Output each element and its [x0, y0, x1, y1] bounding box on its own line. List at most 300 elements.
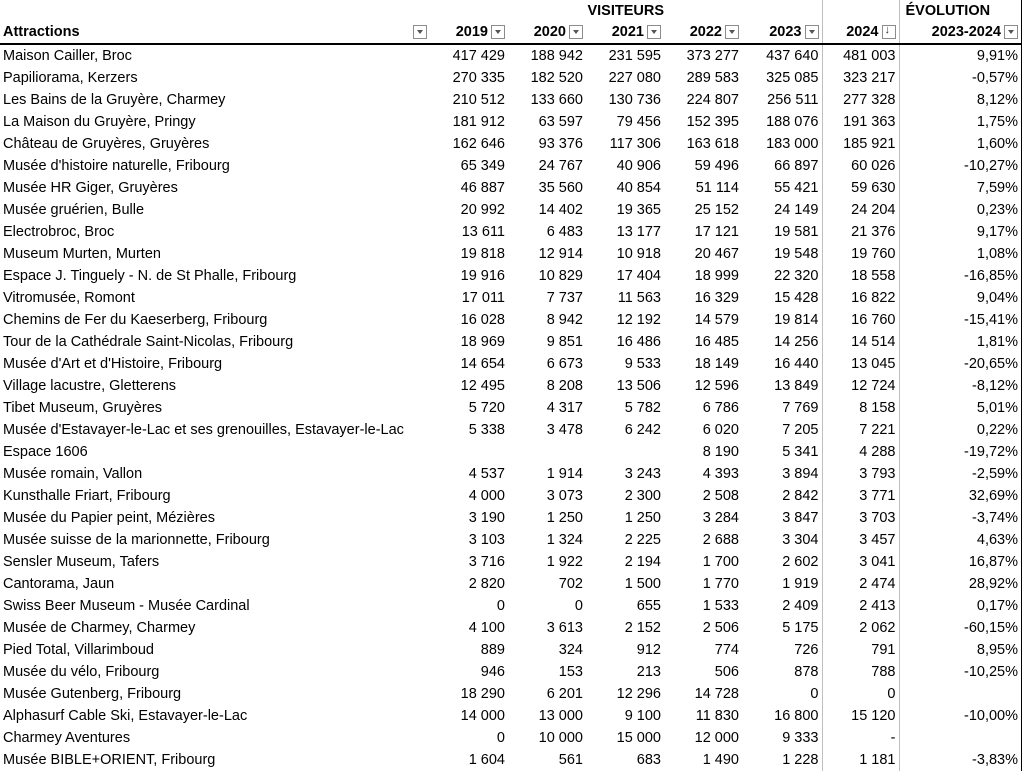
cell-v2023: 19 548	[774, 246, 819, 262]
cell-v2019: 17 011	[461, 290, 505, 306]
cell-attraction: Tour de la Cathédrale Saint-Nicolas, Fribourg	[3, 334, 294, 350]
cell-attraction: Alphasurf Cable Ski, Estavayer-le-Lac	[3, 708, 248, 724]
cell-v2021: 15 000	[616, 730, 661, 746]
cell-v2020: 1 914	[546, 466, 583, 482]
cell-evolution: -0,57%	[899, 67, 1022, 89]
cell-v2023: 9 333	[782, 730, 819, 746]
cell-v2023: 19 814	[774, 312, 819, 328]
cell-evolution: -10,27%	[899, 155, 1022, 177]
cell-v2021: 6 242	[624, 422, 661, 438]
cell-v2024: 191 363	[822, 111, 899, 133]
cell-v2024: 185 921	[822, 133, 899, 155]
cell-v2021: 2 194	[624, 554, 661, 570]
filter-dropdown-icon[interactable]	[491, 25, 505, 39]
cell-v2020: 3 073	[546, 488, 583, 504]
cell-attraction: Kunsthalle Friart, Fribourg	[3, 488, 171, 504]
cell-v2022: 17 121	[694, 224, 739, 240]
col-header-2024	[822, 21, 899, 44]
table-row	[0, 749, 1022, 771]
filter-dropdown-icon[interactable]	[1004, 25, 1018, 39]
cell-v2020: 63 597	[538, 114, 583, 130]
cell-v2019: 14 654	[460, 356, 505, 372]
cell-v2020: 188 942	[530, 48, 583, 64]
cell-v2019: 65 349	[460, 158, 505, 174]
cell-v2022: 16 485	[694, 334, 739, 350]
filter-dropdown-icon[interactable]	[647, 25, 661, 39]
table-row	[0, 353, 1022, 375]
cell-v2020: 13 000	[538, 708, 583, 724]
cell-v2024: 3 041	[822, 551, 899, 573]
cell-attraction: Papiliorama, Kerzers	[3, 70, 138, 86]
col-header-2022	[664, 21, 742, 44]
table-row	[0, 111, 1022, 133]
cell-v2022: 6 786	[702, 400, 739, 416]
cell-evolution: -3,83%	[899, 749, 1022, 771]
cell-v2019: 18 290	[460, 686, 505, 702]
cell-v2024: 18 558	[822, 265, 899, 287]
cell-v2020: 1 922	[546, 554, 583, 570]
cell-v2019: 13 611	[461, 224, 505, 240]
cell-v2019: 14 000	[460, 708, 505, 724]
cell-v2019: 210 512	[452, 92, 505, 108]
sort-descending-icon[interactable]	[882, 25, 896, 39]
table-row	[0, 309, 1022, 331]
table-row	[0, 397, 1022, 419]
cell-v2019: 181 912	[452, 114, 505, 130]
cell-v2024: 481 003	[822, 44, 899, 67]
cell-v2020: 8 942	[546, 312, 583, 328]
cell-v2020: 93 376	[538, 136, 583, 152]
cell-evolution	[899, 727, 1022, 749]
table-row	[0, 375, 1022, 397]
cell-v2021: 12 192	[616, 312, 661, 328]
filter-dropdown-icon[interactable]	[805, 25, 819, 39]
cell-evolution: 1,08%	[899, 243, 1022, 265]
cell-v2023: 66 897	[774, 158, 819, 174]
cell-attraction: Chemins de Fer du Kaeserberg, Fribourg	[3, 312, 268, 328]
cell-attraction: Maison Cailler, Broc	[3, 48, 132, 64]
cell-v2022: 2 688	[702, 532, 739, 548]
cell-evolution: -20,65%	[899, 353, 1022, 375]
cell-v2023: 325 085	[766, 70, 819, 86]
cell-v2023: 14 256	[774, 334, 819, 350]
cell-v2024: 277 328	[822, 89, 899, 111]
cell-v2023: 22 320	[774, 268, 819, 284]
cell-attraction: Musée du Papier peint, Mézières	[3, 510, 215, 526]
cell-evolution: 8,95%	[899, 639, 1022, 661]
cell-attraction: Museum Murten, Murten	[3, 246, 161, 262]
table-row	[0, 551, 1022, 573]
cell-v2024: 13 045	[822, 353, 899, 375]
cell-v2020: 324	[558, 642, 583, 658]
cell-attraction: Musée Gutenberg, Fribourg	[3, 686, 182, 702]
cell-evolution: 0,22%	[899, 419, 1022, 441]
table-row	[0, 133, 1022, 155]
cell-v2022: 3 284	[702, 510, 739, 526]
cell-v2021: 16 486	[616, 334, 661, 350]
cell-attraction: Musée d'Estavayer-le-Lac et ses grenouilles, Estavayer-le-Lac	[3, 422, 404, 438]
table-row	[0, 331, 1022, 353]
cell-v2024: 12 724	[822, 375, 899, 397]
cell-v2021: 9 100	[624, 708, 661, 724]
cell-v2019: 12 495	[460, 378, 505, 394]
cell-v2022: 12 000	[694, 730, 739, 746]
cell-v2022: 20 467	[694, 246, 739, 262]
cell-v2021: 130 736	[608, 92, 661, 108]
cell-attraction: Musée HR Giger, Gruyères	[3, 180, 178, 196]
cell-v2023: 7 205	[782, 422, 819, 438]
table-row	[0, 441, 1022, 463]
table-row	[0, 727, 1022, 749]
cell-v2023: 2 409	[782, 598, 819, 614]
cell-v2020: 3 613	[546, 620, 583, 636]
cell-v2020: 1 250	[546, 510, 583, 526]
cell-v2023: 726	[794, 642, 819, 658]
visiteurs-group-header: VISITEURS	[587, 2, 665, 19]
cell-v2020: 0	[574, 598, 583, 614]
cell-evolution: -16,85%	[899, 265, 1022, 287]
cell-v2021: 13 177	[616, 224, 661, 240]
filter-dropdown-icon[interactable]	[413, 25, 427, 39]
cell-v2019: 1 604	[468, 752, 505, 768]
cell-v2024: -	[822, 727, 899, 749]
table-row	[0, 199, 1022, 221]
cell-attraction: Musée d'Art et d'Histoire, Fribourg	[3, 356, 223, 372]
cell-v2021: 9 533	[624, 356, 661, 372]
cell-evolution: -10,25%	[899, 661, 1022, 683]
cell-attraction: Musée BIBLE+ORIENT, Fribourg	[3, 752, 216, 768]
cell-evolution	[899, 683, 1022, 705]
cell-v2019: 3 716	[468, 554, 505, 570]
cell-v2023: 16 440	[774, 356, 819, 372]
cell-attraction: Musée suisse de la marionnette, Fribourg	[3, 532, 270, 548]
table-row	[0, 507, 1022, 529]
cell-v2022: 1 533	[702, 598, 739, 614]
cell-v2020: 153	[558, 664, 583, 680]
table-row	[0, 177, 1022, 199]
col-header-2020	[508, 21, 586, 44]
col-header-2023	[742, 21, 822, 44]
table-row	[0, 221, 1022, 243]
cell-v2023: 188 076	[766, 114, 819, 130]
cell-v2019: 18 969	[460, 334, 505, 350]
cell-v2023: 3 304	[782, 532, 819, 548]
cell-v2023: 7 769	[782, 400, 819, 416]
cell-v2019: 19 818	[460, 246, 505, 262]
cell-v2021: 12 296	[616, 686, 661, 702]
table-row	[0, 89, 1022, 111]
cell-v2020: 7 737	[546, 290, 583, 306]
cell-v2019: 0	[496, 598, 505, 614]
cell-v2020: 10 000	[538, 730, 583, 746]
table-row	[0, 44, 1022, 67]
cell-v2022: 14 579	[694, 312, 739, 328]
cell-v2019: 3 103	[468, 532, 505, 548]
cell-v2024: 3 793	[822, 463, 899, 485]
cell-v2024: 7 221	[822, 419, 899, 441]
cell-v2020: 182 520	[530, 70, 583, 86]
cell-v2019: 4 100	[468, 620, 505, 636]
cell-v2023: 2 602	[782, 554, 819, 570]
table-row	[0, 287, 1022, 309]
cell-v2022: 16 329	[694, 290, 739, 306]
cell-v2023: 19 581	[774, 224, 819, 240]
cell-v2023: 15 428	[774, 290, 819, 306]
cell-evolution: 9,04%	[899, 287, 1022, 309]
cell-v2022: 18 999	[694, 268, 739, 284]
cell-v2021: 683	[636, 752, 661, 768]
cell-v2021: 3 243	[624, 466, 661, 482]
cell-v2022: 6 020	[702, 422, 739, 438]
cell-v2019: 946	[480, 664, 505, 680]
cell-evolution: -10,00%	[899, 705, 1022, 727]
table-row	[0, 243, 1022, 265]
col-header-evolution	[899, 21, 1022, 44]
cell-v2019: 270 335	[452, 70, 505, 86]
table-row	[0, 155, 1022, 177]
cell-attraction: Cantorama, Jaun	[3, 576, 115, 592]
cell-attraction: Swiss Beer Museum - Musée Cardinal	[3, 598, 250, 614]
table-row	[0, 529, 1022, 551]
cell-v2020: 24 767	[538, 158, 583, 174]
table-row	[0, 67, 1022, 89]
cell-v2021: 213	[636, 664, 661, 680]
cell-v2022: 289 583	[686, 70, 739, 86]
cell-v2023: 5 341	[782, 444, 819, 460]
cell-v2020: 133 660	[530, 92, 583, 108]
cell-v2020: 14 402	[538, 202, 583, 218]
cell-v2019: 5 720	[468, 400, 505, 416]
cell-evolution: -15,41%	[899, 309, 1022, 331]
table-row	[0, 573, 1022, 595]
cell-v2023: 55 421	[774, 180, 819, 196]
cell-v2022: 12 596	[694, 378, 739, 394]
cell-attraction: Charmey Aventures	[3, 730, 131, 746]
col-header-2021	[586, 21, 664, 44]
cell-evolution: 1,81%	[899, 331, 1022, 353]
cell-evolution: 4,63%	[899, 529, 1022, 551]
cell-attraction: Pied Total, Villarimboud	[3, 642, 154, 658]
empty-header-cell	[822, 0, 899, 21]
cell-v2019: 46 887	[460, 180, 505, 196]
cell-v2024: 2 413	[822, 595, 899, 617]
col-header-label: 2020	[533, 24, 566, 40]
cell-v2024: 16 822	[822, 287, 899, 309]
cell-v2024: 3 703	[822, 507, 899, 529]
cell-v2024: 2 062	[822, 617, 899, 639]
cell-evolution: 16,87%	[899, 551, 1022, 573]
cell-v2021: 40 854	[616, 180, 661, 196]
cell-v2021: 17 404	[616, 268, 661, 284]
cell-v2024: 791	[822, 639, 899, 661]
cell-v2022: 506	[714, 664, 739, 680]
cell-v2019: 2 820	[468, 576, 505, 592]
cell-v2019	[430, 441, 508, 463]
cell-v2023: 183 000	[766, 136, 819, 152]
cell-v2021: 231 595	[608, 48, 661, 64]
table-row	[0, 661, 1022, 683]
cell-evolution: -60,15%	[899, 617, 1022, 639]
cell-v2022: 2 506	[702, 620, 739, 636]
cell-attraction: Electrobroc, Broc	[3, 224, 115, 240]
cell-v2021: 11 563	[617, 290, 661, 306]
cell-evolution: -19,72%	[899, 441, 1022, 463]
cell-v2022: 774	[714, 642, 739, 658]
cell-v2019: 889	[480, 642, 505, 658]
cell-v2024: 60 026	[822, 155, 899, 177]
cell-attraction: Musée gruérien, Bulle	[3, 202, 145, 218]
cell-attraction: La Maison du Gruyère, Pringy	[3, 114, 196, 130]
empty-header-cell	[0, 0, 430, 21]
cell-v2019: 5 338	[468, 422, 505, 438]
col-header-attractions	[0, 21, 430, 44]
cell-v2024: 2 474	[822, 573, 899, 595]
cell-v2020: 6 673	[546, 356, 583, 372]
cell-v2022: 11 830	[695, 708, 739, 724]
cell-v2022: 51 114	[695, 180, 739, 196]
cell-v2023: 5 175	[782, 620, 819, 636]
cell-v2019: 162 646	[452, 136, 505, 152]
cell-v2024: 24 204	[822, 199, 899, 221]
cell-v2020: 561	[558, 752, 583, 768]
cell-evolution: -3,74%	[899, 507, 1022, 529]
cell-v2022: 152 395	[686, 114, 739, 130]
group-header-row	[0, 0, 1022, 21]
cell-v2022: 18 149	[694, 356, 739, 372]
cell-v2020: 4 317	[546, 400, 583, 416]
cell-v2024: 4 288	[822, 441, 899, 463]
cell-evolution: 28,92%	[899, 573, 1022, 595]
cell-attraction: Vitromusée, Romont	[3, 290, 135, 306]
cell-v2021: 912	[636, 642, 661, 658]
cell-attraction: Tibet Museum, Gruyères	[3, 400, 163, 416]
filter-dropdown-icon[interactable]	[725, 25, 739, 39]
column-header-row	[0, 21, 1022, 44]
cell-v2020: 702	[558, 576, 583, 592]
cell-v2024: 3 457	[822, 529, 899, 551]
cell-evolution: 8,12%	[899, 89, 1022, 111]
cell-v2019: 19 916	[460, 268, 505, 284]
cell-v2023: 437 640	[766, 48, 819, 64]
cell-v2021: 227 080	[608, 70, 661, 86]
cell-v2023: 2 842	[782, 488, 819, 504]
cell-evolution: 1,60%	[899, 133, 1022, 155]
cell-v2024: 14 514	[822, 331, 899, 353]
table-row	[0, 617, 1022, 639]
table-body	[0, 44, 1022, 771]
cell-v2022: 224 807	[686, 92, 739, 108]
cell-v2024: 8 158	[822, 397, 899, 419]
cell-v2021: 19 365	[616, 202, 661, 218]
cell-v2019: 16 028	[460, 312, 505, 328]
cell-v2021: 2 152	[624, 620, 661, 636]
cell-evolution: 5,01%	[899, 397, 1022, 419]
cell-v2024: 788	[822, 661, 899, 683]
cell-v2021	[586, 441, 664, 463]
cell-v2024: 15 120	[822, 705, 899, 727]
cell-v2021: 1 500	[624, 576, 661, 592]
cell-attraction: Musée de Charmey, Charmey	[3, 620, 196, 636]
cell-v2023: 878	[794, 664, 819, 680]
cell-v2021: 2 300	[624, 488, 661, 504]
cell-v2022: 1 700	[702, 554, 739, 570]
cell-v2020: 3 478	[546, 422, 583, 438]
table-row	[0, 463, 1022, 485]
cell-attraction: Musée d'histoire naturelle, Fribourg	[3, 158, 230, 174]
cell-attraction: Château de Gruyères, Gruyères	[3, 136, 210, 152]
cell-evolution: 7,59%	[899, 177, 1022, 199]
cell-v2024: 59 630	[822, 177, 899, 199]
cell-v2020: 9 851	[546, 334, 583, 350]
cell-v2020: 6 201	[546, 686, 583, 702]
cell-attraction: Musée romain, Vallon	[3, 466, 143, 482]
cell-evolution: 0,23%	[899, 199, 1022, 221]
cell-evolution: 0,17%	[899, 595, 1022, 617]
cell-attraction: Sensler Museum, Tafers	[3, 554, 160, 570]
col-header-label: 2022	[689, 24, 722, 40]
cell-v2019: 3 190	[468, 510, 505, 526]
cell-v2020: 10 829	[538, 268, 583, 284]
cell-v2020: 8 208	[546, 378, 583, 394]
cell-evolution: 9,91%	[899, 44, 1022, 67]
cell-v2024: 0	[822, 683, 899, 705]
cell-v2024: 1 181	[822, 749, 899, 771]
col-header-label: 2019	[455, 24, 488, 40]
cell-v2024: 19 760	[822, 243, 899, 265]
cell-evolution: 32,69%	[899, 485, 1022, 507]
cell-attraction: Village lacustre, Gletterens	[3, 378, 177, 394]
cell-v2021: 40 906	[616, 158, 661, 174]
col-header-2019	[430, 21, 508, 44]
col-header-label: 2023-2024	[931, 24, 1001, 40]
col-header-label: 2021	[611, 24, 644, 40]
cell-evolution: -2,59%	[899, 463, 1022, 485]
col-header-label: 2024	[846, 24, 879, 40]
cell-v2022: 2 508	[702, 488, 739, 504]
cell-v2021: 79 456	[616, 114, 661, 130]
cell-v2024: 21 376	[822, 221, 899, 243]
table-row	[0, 265, 1022, 287]
cell-v2024: 16 760	[822, 309, 899, 331]
cell-v2023: 1 228	[782, 752, 819, 768]
cell-v2020: 6 483	[546, 224, 583, 240]
cell-v2019: 4 000	[468, 488, 505, 504]
cell-v2022: 1 770	[702, 576, 739, 592]
cell-attraction: Musée du vélo, Fribourg	[3, 664, 160, 680]
cell-v2022: 163 618	[686, 136, 739, 152]
filter-dropdown-icon[interactable]	[569, 25, 583, 39]
table-row	[0, 639, 1022, 661]
cell-v2023: 3 847	[782, 510, 819, 526]
cell-v2024: 3 771	[822, 485, 899, 507]
cell-evolution: 1,75%	[899, 111, 1022, 133]
cell-v2023: 0	[810, 686, 819, 702]
cell-v2022: 14 728	[694, 686, 739, 702]
cell-v2021: 13 506	[616, 378, 661, 394]
cell-v2022: 4 393	[702, 466, 739, 482]
table-row	[0, 705, 1022, 727]
cell-v2019: 20 992	[460, 202, 505, 218]
evolution-group-header: ÉVOLUTION	[899, 0, 1022, 21]
cell-v2022: 25 152	[694, 202, 739, 218]
cell-v2023: 1 919	[782, 576, 819, 592]
cell-v2023: 16 800	[774, 708, 819, 724]
cell-v2021: 2 225	[624, 532, 661, 548]
cell-evolution: -8,12%	[899, 375, 1022, 397]
cell-attraction: Espace J. Tinguely - N. de St Phalle, Fribourg	[3, 268, 297, 284]
cell-attraction: Espace 1606	[3, 444, 88, 460]
table-row	[0, 683, 1022, 705]
